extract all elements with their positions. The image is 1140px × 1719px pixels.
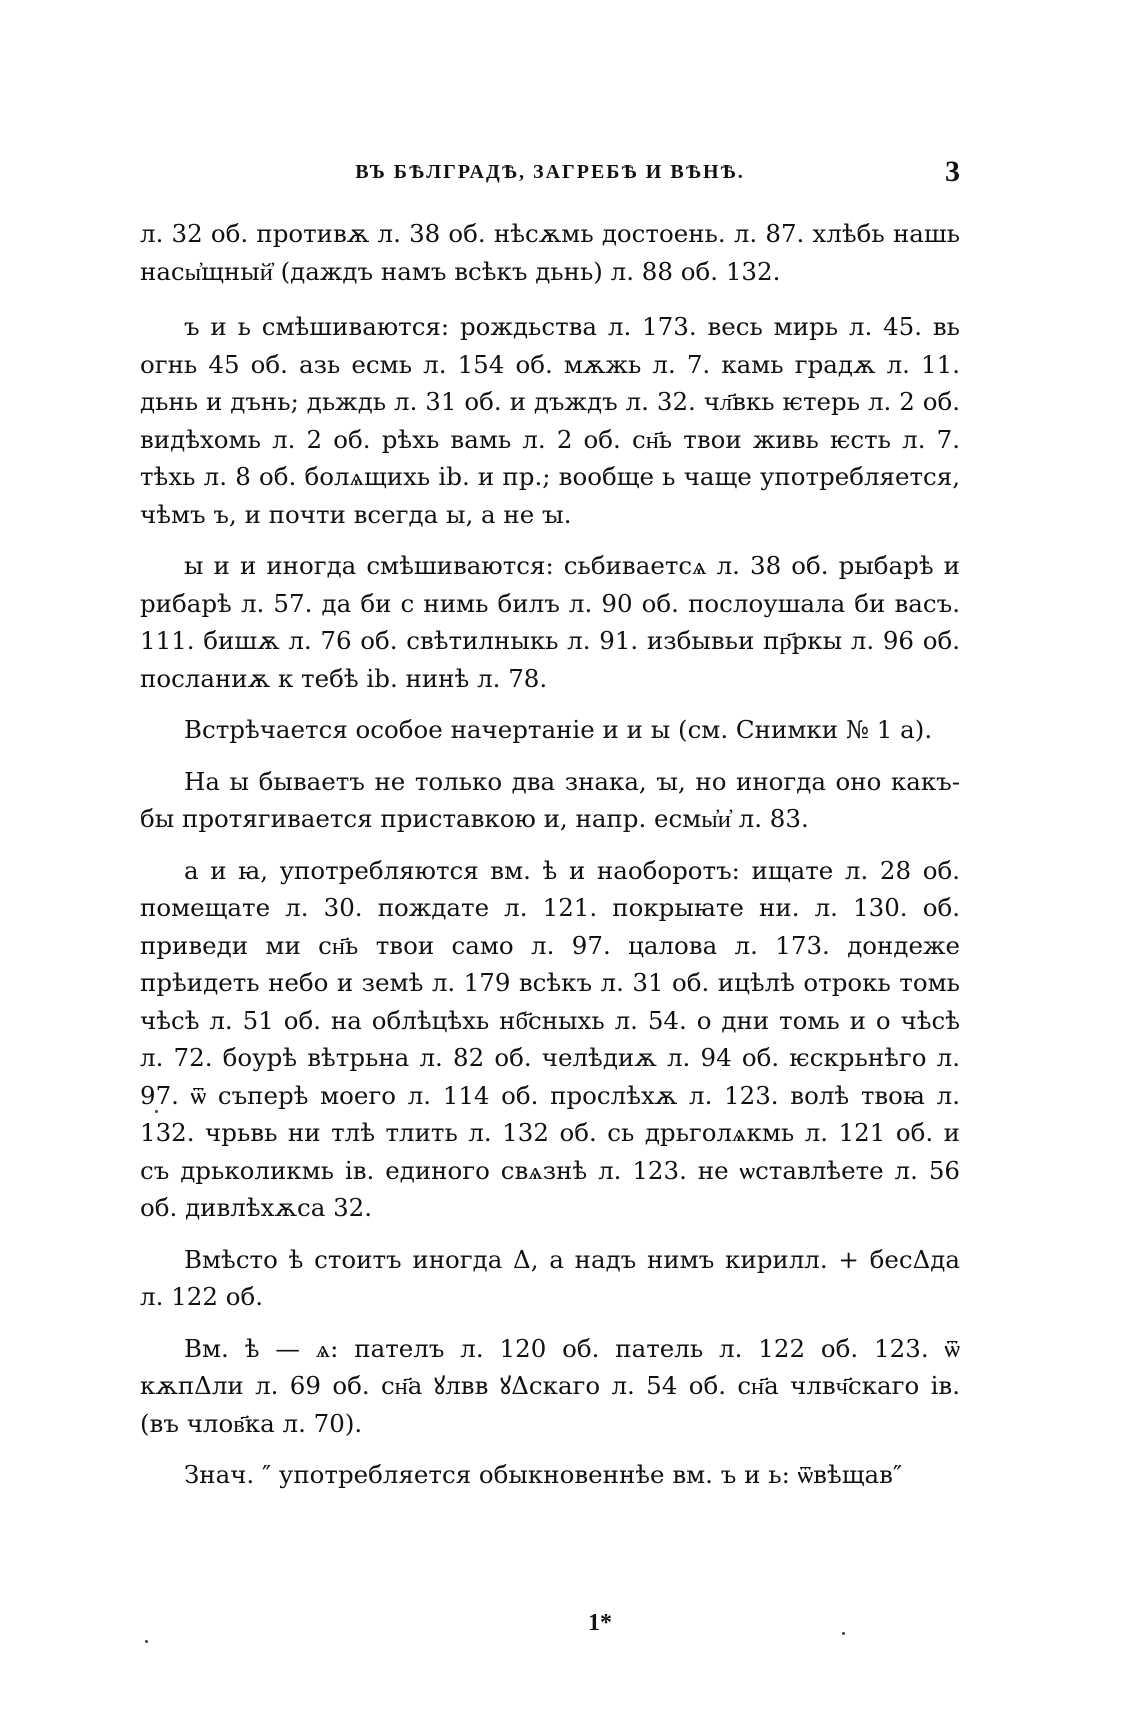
paragraph-6: а и ꙗ, употребляются вм. ѣ и наоборотъ: ищате л. 28 об. помещате л. 30. пождате л. 121. покрыꙗте ни. л. 130. об. приведи ми сн҃ь твои само л. 97. цалова л. 173. дондеже прѣидеть небо и земѣ л. 179 всѣкъ л. 31 об. ицѣлѣ отрокь томь чѣсѣ л. 51 об. на облѣцѣхь нб҃сныхь л. 54. о дни томь и о чѣсѣ л. 72. боурѣ вѣтрьна л. 82 об. челѣдиѫ л. 94 об. ѥскрьнѣго л. 97. ѿ съперѣ моего л. 114 об. прослѣхѫ л. 123. волѣ твоꙗ л. 132. чрьвь ни тлѣ тлить л. 132 об. сь дрьголѧкмь л. 121 об. и съ дрьколикмь iв. единого свѧзнѣ л. 123. не ѡставлѣете л. 56 об. дивлѣхѫса 32. (140, 855, 960, 1222)
body-text (140, 215, 960, 1508)
paragraph-5: На ы бываетъ не только два знака, ꙑ, но иногда оно какъ-бы протягивается приставкою и, напр. есмы҆и҆ л. 83. (140, 766, 960, 833)
paragraph-9: Знач. ″ употребляется обыкновеннѣе вм. ъ и ь: ѿвѣщав″ (184, 1460, 903, 1489)
paragraph-4: Встрѣчается особое начертаніе и и ы (см. Снимки № 1 а). (184, 715, 933, 744)
paragraph-8: Вм. ѣ — ѧ: пателъ л. 120 об. патель л. 122 об. 123. ѿ кѫпΔли л. 69 об. сн҃а ꙋлвв ꙋΔскаго л. 54 об. сн҃а члвч҃скаго iв. (въ члов҃ка л. 70). (140, 1333, 960, 1438)
print-speck (842, 1632, 845, 1635)
paragraph-7: Вмѣсто ѣ стоитъ иногда Δ, а надъ нимъ кирилл. + бесΔда л. 122 об. (140, 1244, 960, 1311)
print-speck (145, 1640, 148, 1643)
paragraph-1: л. 32 об. противѫ л. 38 об. нѣсѫмь достоень. л. 87. хлѣбь нашь насы҆щный҆ (даждъ намъ всѣкъ дьнь) л. 88 об. 132. (140, 219, 960, 286)
print-speck (155, 1110, 158, 1113)
paragraph-2: ъ и ь смѣшиваются: рождьства л. 173. весь мирь л. 45. вь огнь 45 об. азь есмь л. 154 об. мѫжь л. 7. камь градѫ л. 11. дьнь и дънь; дьждь л. 31 об. и дъждъ л. 32. чл҃вкь ѥтерь л. 2 об. видѣхомь л. 2 об. рѣхь вамь л. 2 об. сн҃ь твои живь ѥсть л. 7. тѣхь л. 8 об. болѧщихь ib. и пр.; вообще ь чаще употребляется, чѣмъ ъ, и почти всегда ы, а не ꙑ. (140, 312, 960, 529)
paragraph-3: ы и и иногда смѣшиваются: сьбиваетсѧ л. 38 об. рыбарѣ и рибарѣ л. 57. да би с нимь билъ л. 90 об. послоушала би васъ. 111. бишѫ л. 76 об. свѣтилныкь л. 91. избывьи пр҃ркы л. 96 об. посланиѫ к тебѣ ib. нинѣ л. 78. (140, 551, 960, 693)
running-header (140, 155, 960, 195)
header-title: ВЪ БѢЛГРАДѢ, ЗАГРЕБѢ И ВѢНѢ. (355, 161, 745, 183)
signature-mark: 1* (588, 1610, 612, 1636)
page-number: 3 (945, 155, 960, 188)
